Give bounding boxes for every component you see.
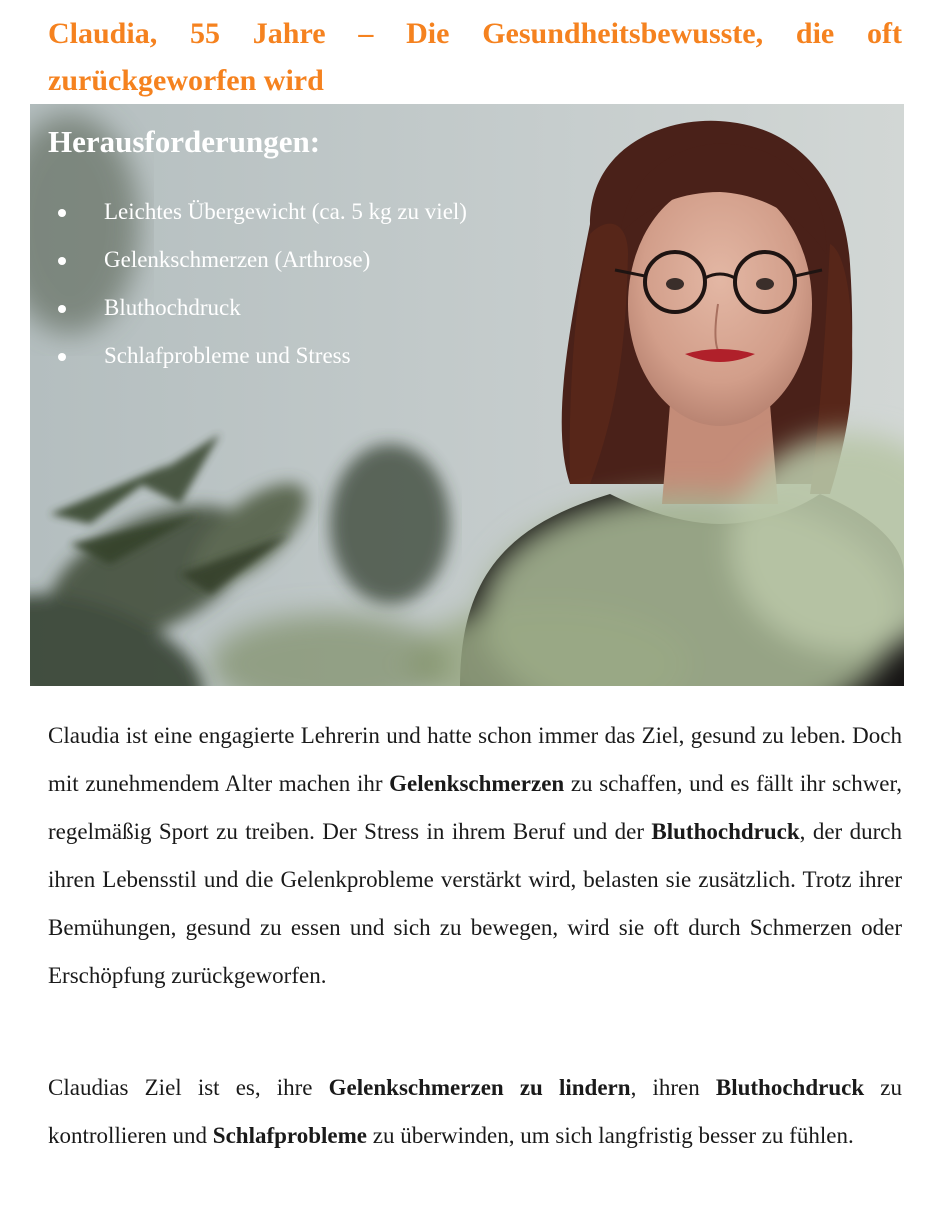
description-paragraph: Claudia ist eine engagierte Lehrerin und hatte schon immer das Ziel, gesund zu leben. Doch mit zunehmendem Alter machen ihr Gelenkschmerzen zu schaffen, und es fällt ihr schwer, regelmäßig Sport zu treiben. Der Stress in ihrem Beruf und der Bluthochdruck, der durch ihren Lebensstil und die Gelenkprobleme verstärkt wird, belasten sie zusätzlich. Trotz ihrer Bemühungen, gesund zu essen und sich zu bewegen, wird sie oft durch Schmerzen oder Erschöpfung zurückgeworfen. [48,723,902,988]
goal-paragraph: Claudias Ziel ist es, ihre Gelenkschmerzen zu lindern, ihren Bluthochdruck zu kontrollieren und Schlafprobleme zu überwinden, um sich langfristig besser zu fühlen. [48,1075,902,1148]
list-item: Leichtes Übergewicht (ca. 5 kg zu viel) [48,188,608,236]
list-item: Bluthochdruck [48,284,608,332]
page-title: Claudia, 55 Jahre – Die Gesundheitsbewusste, die oft zurückgeworfen wird [48,17,902,97]
list-item: Gelenkschmerzen (Arthrose) [48,236,608,284]
bullet-icon [58,209,66,217]
bullet-icon [58,353,66,361]
challenges-heading: Herausforderungen: [48,124,321,159]
list-item: Schlafprobleme und Stress [48,332,608,380]
challenges-list [48,188,608,380]
bullet-icon [58,305,66,313]
bullet-icon [58,257,66,265]
hero-photo [30,104,904,686]
